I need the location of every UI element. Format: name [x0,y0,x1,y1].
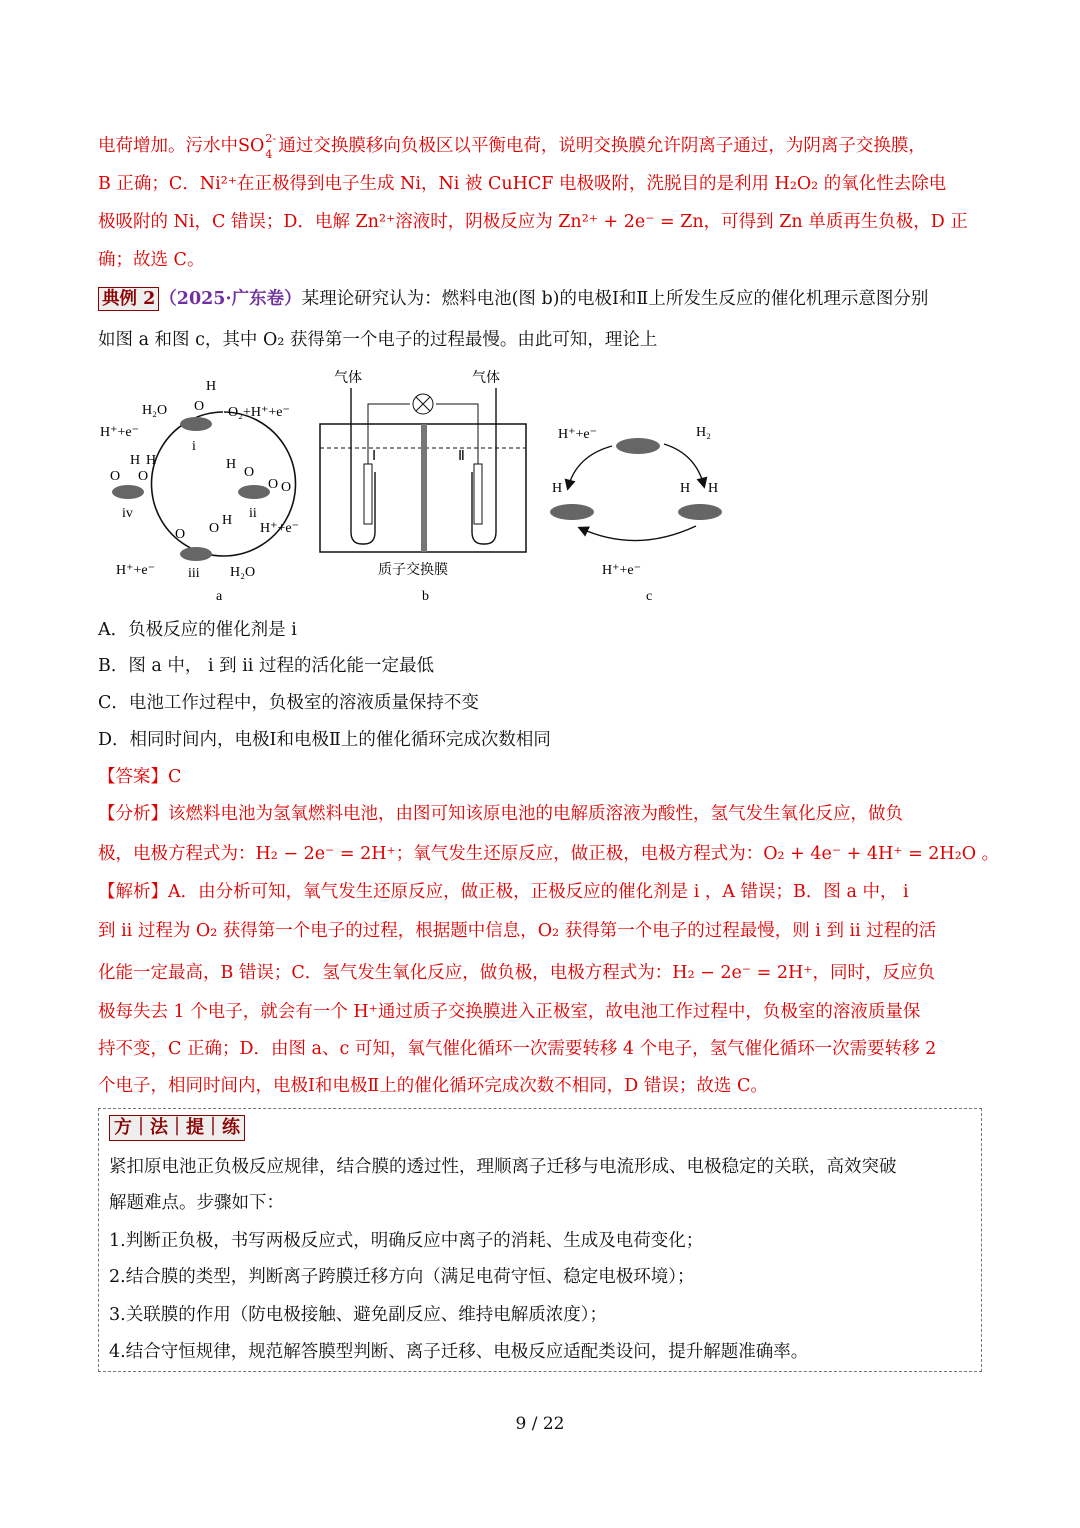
label-iv: iv [122,506,133,521]
method-line4: 2.结合膜的类型，判断离子跨膜迁移方向（满足电荷守恒、稳定电极环境）； [109,1267,695,1287]
atom-o-iii: O [175,527,186,542]
label-c-h2: H₂ [696,425,711,440]
proton-membrane [421,424,427,552]
wire-right [436,404,478,464]
answer: 【答案】C [98,767,182,787]
figure-c [550,425,722,604]
label-h2o-bottom: H₂O [230,565,256,580]
atom-o-iii-2: O [209,521,220,536]
electrode-left [364,464,372,524]
para1-line2: B 正确；C．Ni²⁺在正极得到电子生成 Ni，Ni 被 CuHCF 电极吸附，洗脱目的是利用 H₂O₂ 的氧化性去除电 [98,174,947,194]
fuel-cell-diagram [96,364,736,606]
option-a: A．负极反应的催化剂是 i [98,620,297,640]
atom-h-iii: H [222,513,233,528]
solution-line6: 个电子，相同时间内，电极Ⅰ和电极Ⅱ上的催化循环完成次数不相同，D 错误；故选 C。 [98,1076,768,1096]
example-q1: 某理论研究认为：燃料电池(图 b)的电极Ⅰ和Ⅱ上所发生反应的催化机理示意图分别 [301,289,929,309]
label-hpe-bottom: H⁺+e⁻ [116,563,155,578]
para1-line1-a: 电荷增加。污水中SO [98,136,265,156]
atom-c-h-right1: H [680,481,691,496]
figure-a [100,379,299,604]
method-line3: 1.判断正负极，书写两极反应式，明确反应中离子的消耗、生成及电荷变化； [109,1231,704,1251]
electrode-right [474,464,482,524]
solution-line5: 持不变，C 正确；D．由图 a、c 可知，氧气催化循环一次需要转移 4 个电子，氢气催化循环一次需要转移 2 [98,1039,937,1059]
example-question-line1 [98,287,928,311]
example-tag: 典例 2 [98,287,159,311]
label-gas-left: 气体 [334,371,362,386]
catalyst-iv [112,485,144,499]
option-d: D．相同时间内，电极Ⅰ和电极Ⅱ上的催化循环完成次数相同 [98,730,551,750]
label-i: i [192,439,196,454]
tube-left [351,388,375,544]
label-c-hpe-bottom: H⁺+e⁻ [602,563,641,578]
atom-c-h-left: H [552,481,563,496]
page-number: 9 / 22 [515,1414,565,1434]
solution-line3: 化能一定最高，B 错误；C．氢气发生氧化反应，做负极，电极方程式为：H₂ − 2e⁻ = 2H⁺，同时，反应负 [98,963,936,983]
solution-line2: 到 ii 过程为 O₂ 获得第一个电子的过程，根据题中信息，O₂ 获得第一个电子的过程最慢，则 i 到 ii 过程的活 [98,921,937,941]
arrow-c3 [580,526,696,541]
analysis-line2: 极，电极方程式为：H₂ − 2e⁻ = 2H⁺；氧气发生还原反应，做正极，电极方程式为：O₂ + 4e⁻ + 4H⁺ = 2H₂O 。 [98,844,1000,864]
atom-o-ii: O [244,465,255,480]
catalyst-c-top [616,438,660,454]
atom-h-iv: H [130,453,141,468]
atom-h-iv-2: H [146,453,157,468]
label-electrode-1: Ⅰ [372,449,377,464]
option-c: C．电池工作过程中，负极室的溶液质量保持不变 [98,693,479,713]
label-ii: ii [249,506,257,521]
method-line5: 3.关联膜的作用（防电极接触、避免副反应、维持电解质浓度）； [109,1305,607,1325]
caption-c: c [646,589,653,604]
caption-b: b [422,589,429,604]
catalyst-c-left [550,504,594,520]
atom-c-h-right2: H [708,481,719,496]
label-electrode-2: Ⅱ [458,449,465,464]
method-line2: 解题难点。步骤如下： [109,1193,284,1213]
solution-line1: 【解析】A．由分析可知，氧气发生还原反应，做正极，正极反应的催化剂是 i ，A 错误；B．图 a 中， i [98,882,909,902]
tube-right [472,388,496,544]
label-membrane: 质子交换膜 [378,563,448,578]
catalyst-i [180,417,212,431]
para1-line3: 极吸附的 Ni，C 错误；D．电解 Zn²⁺溶液时，阴极反应为 Zn²⁺ + 2e⁻ = Zn，可得到 Zn 单质再生负极，D 正 [98,212,968,232]
catalyst-c-right [678,504,722,520]
label-hpe-left: H⁺+e⁻ [100,425,139,440]
solution-line4: 极每失去 1 个电子，就会有一个 H⁺通过质子交换膜进入正极室，故电池工作过程中，负极室的溶液质量保 [98,1002,921,1022]
atom-o-ii-2: O [268,477,279,492]
atom-h-ii: H [226,457,237,472]
label-o2-top: O₂+H⁺+e⁻ [228,405,290,420]
example-question-line2: 如图 a 和图 c，其中 O₂ 获得第一个电子的过程最慢。由此可知，理论上 [98,330,658,350]
atom-h-i: H [206,379,217,394]
arrow-c2 [664,444,704,486]
para1-line4: 确；故选 C。 [98,250,205,270]
atom-o-i: O [194,399,205,414]
option-b: B．图 a 中， i 到 ii 过程的活化能一定最低 [98,656,434,676]
catalyst-ii [238,485,270,499]
para1-line1-b: 通过交换膜移向负极区以平衡电荷，说明交换膜允许阴离子通过，为阴离子交换膜， [278,136,926,156]
para1-line1 [98,132,926,161]
atom-o-ii-3: O [281,480,292,495]
method-line6: 4.结合守恒规律，规范解答膜型判断、离子迁移、电极反应适配类设问，提升解题准确率。 [109,1342,809,1362]
figure-b [320,369,526,604]
label-hpe-right: H⁺+e⁻ [260,521,299,536]
so4-ion-charge: 2- 4 [265,132,277,161]
method-box [98,1108,982,1372]
label-gas-right: 气体 [472,371,500,386]
example-source: （2025·广东卷） [159,289,302,309]
arrow-c1 [568,446,612,488]
atom-o-iv: O [110,469,121,484]
analysis-line1: 【分析】该燃料电池为氢氧燃料电池，由图可知该原电池的电解质溶液为酸性，氢气发生氧化反应，做负 [98,804,903,824]
catalyst-iii [180,547,212,561]
atom-o-iv-2: O [138,469,149,484]
label-iii: iii [188,566,200,581]
method-title: 方｜法｜提｜练 [109,1115,245,1141]
label-c-hpe-top: H⁺+e⁻ [558,427,597,442]
caption-a: a [216,589,223,604]
label-h2o-top: H₂O [142,403,168,418]
method-line1: 紧扣原电池正负极反应规律，结合膜的透过性，理顺离子迁移与电流形成、电极稳定的关联，高效突破 [109,1157,897,1177]
